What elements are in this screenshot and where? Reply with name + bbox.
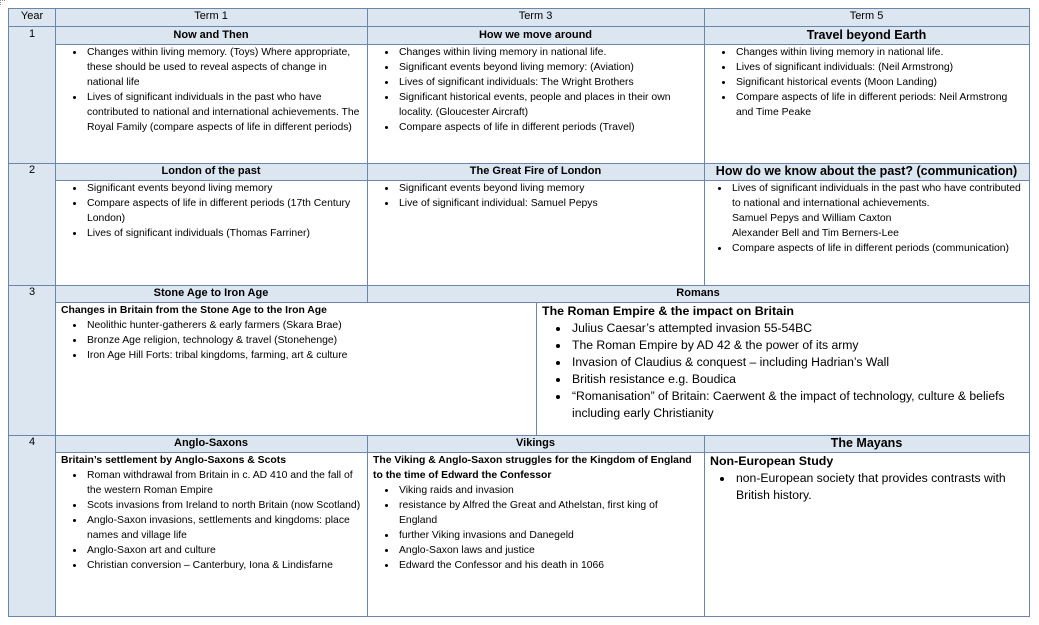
- topic-content: [55, 44, 367, 163]
- list-item: • British resistance e.g. Boudica: [570, 371, 1023, 388]
- list-item: • Live of significant individual: Samuel Pepys: [397, 196, 698, 211]
- topic-title: How we move around: [367, 27, 704, 44]
- list-item: • Roman withdrawal from Britain in c. AD 410 and the fall of the western Roman Empire: [85, 468, 361, 498]
- list-item-text: Lives of significant individuals in the past who have contributed to national and international achievements.: [732, 183, 1021, 209]
- year-4: 4: [9, 435, 55, 616]
- topic-content: [367, 452, 704, 616]
- list-item: • Lives of significant individuals: The Wright Brothers: [397, 75, 698, 90]
- list-item: • Significant historical events, people and places in their own locality. (Gloucester Aircraft): [397, 90, 698, 120]
- topic-title: Stone Age to Iron Age: [55, 285, 367, 302]
- topic-content: [367, 44, 704, 163]
- list-item: • Changes within living memory. (Toys) Where appropriate, these should be used to reveal aspects of change in national life: [85, 45, 361, 90]
- topic-subtitle: Non-European Study: [710, 454, 834, 468]
- list-item: • Significant events beyond living memory: [397, 181, 698, 196]
- list-item: • Significant events beyond living memory: [85, 181, 361, 196]
- list-item: • Compare aspects of life in different periods (Travel): [397, 120, 698, 135]
- list-item: • Changes within living memory in national life.: [397, 45, 698, 60]
- list-item: • Bronze Age religion, technology & travel (Stonehenge): [85, 333, 385, 348]
- topic-title: How do we know about the past? (communication): [704, 163, 1029, 180]
- list-item: • The Roman Empire by AD 42 & the power of its army: [570, 337, 1023, 354]
- list-item-text: Samuel Pepys and William Caxton: [732, 213, 892, 224]
- list-item: • resistance by Alfred the Great and Athelstan, first king of England: [397, 498, 698, 528]
- list-item: [730, 181, 1023, 241]
- list-item: • Compare aspects of life in different periods (communication): [730, 241, 1023, 256]
- list-item: • Invasion of Claudius & conquest – including Hadrian’s Wall: [570, 354, 1023, 371]
- list-item: • Lives of significant individuals (Thomas Farriner): [85, 226, 361, 241]
- topic-title: Now and Then: [55, 27, 367, 44]
- topic-content: [536, 302, 1029, 435]
- list-item-text: Alexander Bell and Tim Berners-Lee: [732, 228, 899, 239]
- year-3: 3: [9, 285, 55, 435]
- topic-content: [704, 180, 1029, 285]
- topic-subtitle: Britain’s settlement by Anglo-Saxons & Scots: [61, 455, 286, 466]
- topic-subtitle: The Viking & Anglo-Saxon struggles for the Kingdom of England to the time of Edward the Confessor: [373, 455, 692, 481]
- list-item: • Lives of significant individuals in the past who have contributed to national and international achievements. The Royal Family (compare aspects of life in different periods): [85, 90, 361, 135]
- topic-content: [55, 452, 367, 616]
- list-item: • Anglo-Saxon art and culture: [85, 543, 361, 558]
- header-term3: Term 3: [367, 8, 704, 26]
- topic-content: [367, 180, 704, 285]
- list-item: • Neolithic hunter-gatherers & early farmers (Skara Brae): [85, 318, 385, 333]
- list-item: • further Viking invasions and Danegeld: [397, 528, 698, 543]
- list-item: • Viking raids and invasion: [397, 483, 698, 498]
- list-item: • Iron Age Hill Forts: tribal kingdoms, farming, art & culture: [85, 348, 417, 363]
- list-item: • non-European society that provides contrasts with British history.: [734, 470, 1023, 504]
- header-year: Year: [9, 8, 55, 26]
- list-item: • Lives of significant individuals: (Neil Armstrong): [734, 60, 1023, 75]
- table-move-handle[interactable]: [0, 0, 5, 5]
- list-item: • Christian conversion – Canterbury, Iona & Lindisfarne: [85, 558, 361, 573]
- topic-content: [55, 302, 536, 435]
- header-term1: Term 1: [55, 8, 367, 26]
- list-item: • Changes within living memory in national life.: [734, 45, 1023, 60]
- topic-title: The Mayans: [704, 435, 1029, 452]
- list-item: • “Romanisation” of Britain: Caerwent & the impact of technology, culture & beliefs including early Christianity: [570, 388, 1023, 422]
- topic-subtitle: Changes in Britain from the Stone Age to the Iron Age: [61, 305, 327, 316]
- topic-content: [704, 44, 1029, 163]
- topic-title: London of the past: [55, 163, 367, 180]
- topic-title: Romans: [367, 285, 1029, 302]
- year-1: 1: [9, 27, 55, 163]
- list-item: • Julius Caesar’s attempted invasion 55-54BC: [570, 320, 1023, 337]
- list-item: • Significant historical events (Moon Landing): [734, 75, 1023, 90]
- topic-content: [704, 452, 1029, 616]
- list-item: • Anglo-Saxon laws and justice: [397, 543, 698, 558]
- list-item: • Significant events beyond living memory: (Aviation): [397, 60, 698, 75]
- list-item: • Anglo-Saxon invasions, settlements and kingdoms: place names and village life: [85, 513, 361, 543]
- topic-content: [55, 180, 367, 285]
- list-item: • Compare aspects of life in different periods (17th Century London): [85, 196, 361, 226]
- topic-title: Vikings: [367, 435, 704, 452]
- year-2: 2: [9, 163, 55, 285]
- list-item: • Scots invasions from Ireland to north Britain (now Scotland): [85, 498, 361, 513]
- topic-title: Travel beyond Earth: [704, 27, 1029, 44]
- topic-title: The Great Fire of London: [367, 163, 704, 180]
- header-term5: Term 5: [704, 8, 1029, 26]
- topic-subtitle: The Roman Empire & the impact on Britain: [542, 304, 794, 318]
- topic-title: Anglo-Saxons: [55, 435, 367, 452]
- list-item: • Compare aspects of life in different periods: Neil Armstrong and Time Peake: [734, 90, 1023, 120]
- list-item: • Edward the Confessor and his death in 1066: [397, 558, 698, 573]
